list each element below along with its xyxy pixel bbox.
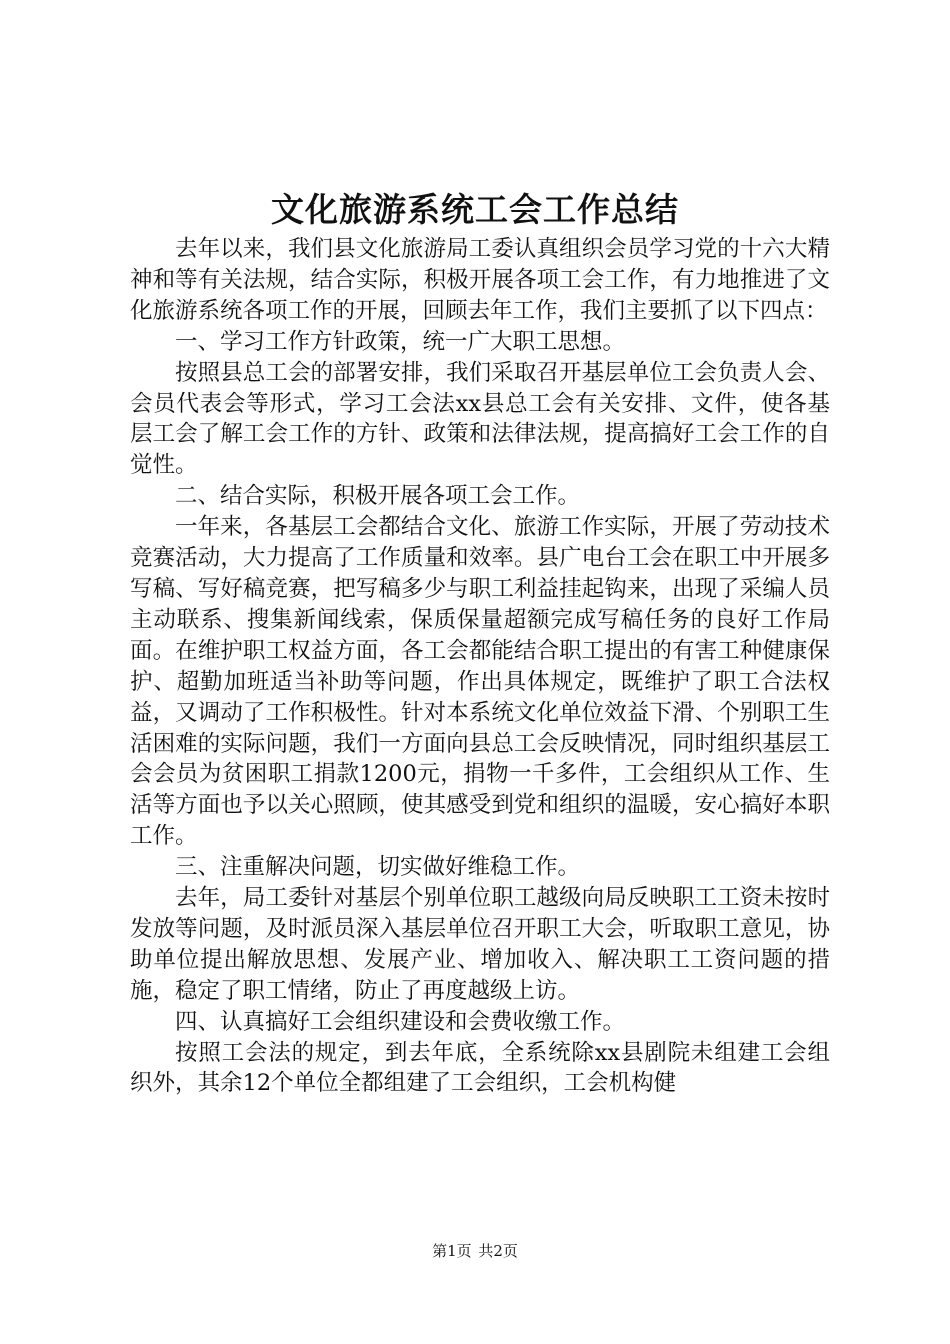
section-heading-1: 一、学习工作方针政策，统一广大职工思想。 bbox=[175, 328, 626, 355]
paragraph-intro: 去年以来，我们县文化旅游局工委认真组织会员学习党的十六大精神和等有关法规，结合实际，积极开展各项工会工作，有力地推进了文化旅游系统各项工作的开展，回顾去年工作，我们主要抓了以下四点： bbox=[130, 236, 830, 324]
paragraph-section-3: 去年，局工委针对基层个别单位职工越级向局反映职工工资未按时发放等问题，及时派员深入基层单位召开职工大会，听取职工意见，协助单位提出解放思想、发展产业、增加收入、解决职工工资问题的措施，稳定了职工情绪，防止了再度越级上访。 bbox=[130, 885, 830, 1004]
document-title: 文化旅游系统工会工作总结 bbox=[271, 190, 679, 229]
section-heading-4: 四、认真搞好工会组织建设和会费收缴工作。 bbox=[175, 1008, 626, 1035]
document-body bbox=[130, 234, 830, 1099]
paragraph-section-2: 一年来，各基层工会都结合文化、旅游工作实际，开展了劳动技术竞赛活动，大力提高了工作质量和效率。县广电台工会在职工中开展多写稿、写好稿竞赛，把写稿多少与职工利益挂起钩来，出现了采编人员主动联系、搜集新闻线索，保质保量超额完成写稿任务的良好工作局面。在维护职工权益方面，各工会都能结合职工提出的有害工种健康保护、超勤加班适当补助等问题，作出具体规定，既维护了职工合法权益，又调动了工作积极性。针对本系统文化单位效益下滑、个别职工生活困难的实际问题，我们一方面向县总工会反映情况，同时组织基层工会会员为贫困职工捐款1200元，捐物一千多件，工会组织从工作、生活等方面也予以关心照顾，使其感受到党和组织的温暖，安心搞好本职工作。 bbox=[130, 514, 830, 850]
paragraph-section-4: 按照工会法的规定，到去年底，全系统除xx县剧院未组建工会组织外，其余12个单位全都组建了工会组织，工会机构健 bbox=[130, 1039, 830, 1097]
page-footer bbox=[0, 1241, 950, 1261]
page-number: 第1页 bbox=[432, 1242, 472, 1260]
section-heading-3: 三、注重解决问题，切实做好维稳工作。 bbox=[175, 854, 581, 881]
paragraph-section-1: 按照县总工会的部署安排，我们采取召开基层单位工会负责人会、会员代表会等形式，学习工会法xx县总工会有关安排、文件，使各基层工会了解工会工作的方针、政策和法律法规，提高搞好工会工作的自觉性。 bbox=[130, 359, 830, 479]
page-total: 共2页 bbox=[478, 1242, 518, 1260]
section-heading-2: 二、结合实际，积极开展各项工会工作。 bbox=[175, 483, 581, 510]
